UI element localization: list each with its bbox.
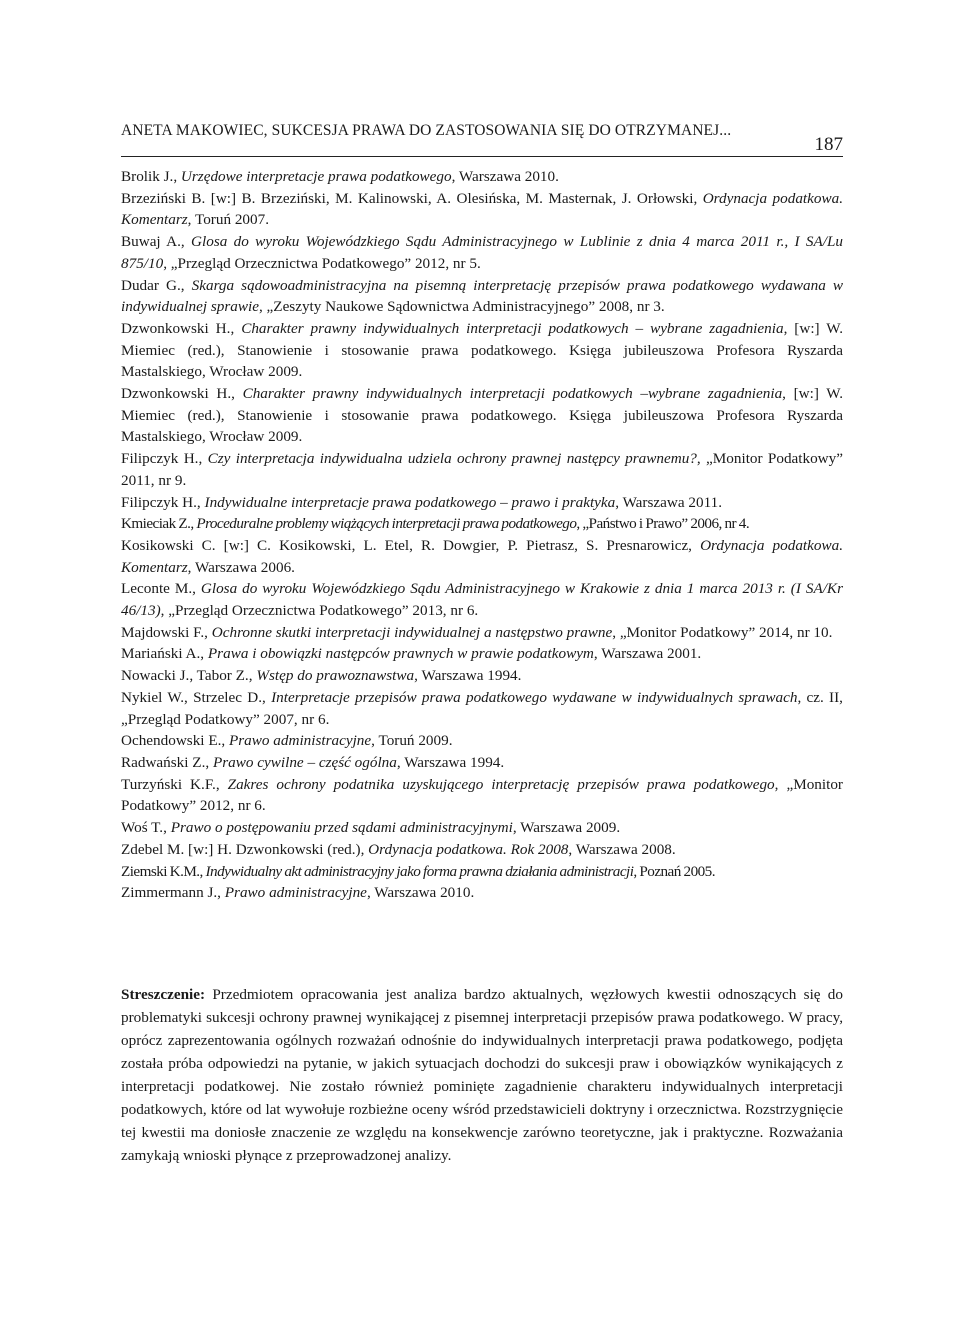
reference-rest: , „Przegląd Orzecznictwa Podatkowego” 2013, nr 6.	[160, 602, 479, 620]
reference-authors: Kmieciak Z.,	[121, 515, 197, 533]
reference-authors: Mariański A.,	[121, 645, 208, 663]
reference-title: Proceduralne problemy wiążących interpretacji prawa podatkowego	[196, 515, 577, 533]
running-header	[121, 122, 843, 157]
reference-title: Prawa i obowiązki następców prawnych w prawie podatkowym	[207, 645, 594, 663]
abstract-label: Streszczenie:	[121, 986, 206, 1003]
reference-authors: Filipczyk H.,	[121, 493, 205, 511]
reference-entry	[121, 231, 843, 274]
reference-rest: , Toruń 2007.	[187, 211, 270, 229]
reference-authors: Woś T.,	[121, 819, 171, 837]
reference-entry	[121, 882, 843, 904]
running-header-title: ANETA MAKOWIEC, SUKCESJA PRAWA DO ZASTOSOWANIA SIĘ DO OTRZYMANEJ...	[121, 122, 732, 139]
reference-title: Prawo administracyjne	[224, 884, 367, 902]
abstract	[121, 983, 843, 1167]
reference-authors: Turzyński K.F.,	[121, 775, 228, 793]
reference-rest: , Warszawa 2001.	[593, 645, 702, 663]
reference-rest: , [w:] W. Miemiec (red.), Stanowienie i stosowanie prawa podatkowego. Księga jubileuszowa Profesora Ryszarda Mastalskiego, Wrocław 2009.	[121, 385, 843, 446]
reference-entry	[121, 318, 843, 383]
reference-title: Czy interpretacja indywidualna udziela ochrony prawnej następcy prawnemu?	[207, 450, 697, 468]
reference-title: Ordynacja podatkowa. Rok 2008	[368, 840, 569, 858]
reference-rest: , „Monitor Podatkowy” 2011, nr 9.	[121, 450, 843, 489]
reference-authors: Nowacki J., Tabor Z.,	[121, 667, 257, 685]
reference-entry	[121, 687, 843, 730]
reference-authors: Buwaj A.,	[121, 233, 192, 251]
reference-title: Ordynacja podatkowa. Komentarz	[121, 189, 844, 229]
reference-rest: , „Przegląd Orzecznictwa Podatkowego” 2012, nr 5.	[163, 254, 481, 272]
reference-rest: , Warszawa 1994.	[396, 753, 505, 771]
reference-title: Urzędowe interpretacje prawa podatkowego	[180, 168, 452, 185]
reference-title: Charakter prawny indywidualnych interpretacji podatkowych –wybrane zagadnienia	[242, 385, 783, 403]
reference-rest: , Warszawa 2010.	[451, 168, 559, 185]
reference-entry	[121, 383, 843, 448]
reference-authors: Zdebel M. [w:] H. Dzwonkowski (red.),	[121, 840, 369, 858]
reference-authors: Filipczyk H.,	[121, 450, 208, 468]
reference-title: Glosa do wyroku Wojewódzkiego Sądu Administracyjnego w Krakowie z dnia 1 marca 2013 r. (I SA/Kr 46/13)	[121, 580, 843, 620]
reference-title: Prawo cywilne – część ogólna	[212, 753, 397, 771]
reference-title: Prawo o postępowaniu przed sądami administracyjnymi	[170, 819, 513, 837]
reference-authors: Kosikowski C. [w:] C. Kosikowski, L. Etel, R. Dowgier, P. Pietrasz, S. Presnarowicz,	[121, 536, 701, 554]
reference-rest: , Warszawa 2010.	[366, 884, 475, 902]
reference-entry	[121, 839, 843, 861]
reference-authors: Majdowski F.,	[121, 623, 212, 641]
reference-authors: Dudar G.,	[121, 276, 192, 294]
reference-entry	[121, 275, 843, 318]
reference-authors: Ziemski K.M.,	[121, 862, 206, 880]
reference-entry	[121, 448, 843, 491]
reference-title: Ochronne skutki interpretacji indywidualnej a następstwo prawne	[211, 623, 613, 641]
reference-entry	[121, 513, 843, 535]
reference-entry	[121, 730, 843, 752]
reference-entry	[121, 166, 843, 188]
reference-entry	[121, 578, 843, 621]
reference-title: Zakres ochrony podatnika uzyskującego interpretację przepisów prawa podatkowego	[227, 775, 775, 793]
reference-title: Glosa do wyroku Wojewódzkiego Sądu Administracyjnego w Lublinie z dnia 4 marca 2011 r., I SA/Lu 875/10	[121, 233, 843, 272]
reference-title: Indywidualne interpretacje prawa podatkowego – prawo i praktyka	[204, 493, 616, 511]
reference-rest: , „Zeszyty Naukowe Sądownictwa Administracyjnego” 2008, nr 3.	[258, 298, 665, 316]
reference-rest: , „Monitor Podatkowy” 2014, nr 10.	[612, 623, 833, 641]
reference-authors: Dzwonkowski H.,	[121, 319, 242, 337]
reference-rest: , Warszawa 2008.	[568, 840, 676, 858]
reference-title: Ordynacja podatkowa. Komentarz	[121, 536, 844, 576]
reference-list	[121, 166, 843, 904]
reference-rest: , „Państwo i Prawo” 2006, nr 4.	[576, 515, 750, 533]
reference-entry	[121, 492, 843, 514]
reference-authors: Nykiel W., Strzelec D.,	[121, 688, 272, 706]
reference-title: Charakter prawny indywidualnych interpretacji podatkowych – wybrane zagadnienia	[241, 319, 784, 337]
reference-entry	[121, 817, 843, 839]
reference-rest: , [w:] W. Miemiec (red.), Stanowienie i stosowanie prawa podatkowego. Księga jubileuszowa Profesora Ryszarda Mastalskiego, Wrocław 2009.	[121, 319, 843, 381]
reference-rest: , Toruń 2009.	[371, 732, 453, 750]
reference-entry	[121, 665, 843, 687]
reference-entry	[121, 188, 843, 231]
reference-rest: , Poznań 2005.	[633, 862, 715, 880]
reference-rest: , cz. II, „Przegląd Podatkowy” 2007, nr 6.	[121, 688, 843, 728]
reference-authors: Brzeziński B. [w:] B. Brzeziński, M. Kalinowski, A. Olesińska, M. Masternak, J. Orłowski,	[121, 189, 703, 207]
reference-rest: , Warszawa 2009.	[512, 819, 621, 837]
reference-title: Wstęp do prawoznawstwa	[256, 667, 415, 685]
reference-rest: , Warszawa 2011.	[615, 493, 722, 511]
reference-title: Indywidualny akt administracyjny jako forma prawna działania administracji	[205, 862, 634, 880]
reference-rest: , „Monitor Podatkowy” 2012, nr 6.	[121, 775, 843, 815]
reference-authors: Radwański Z.,	[121, 753, 213, 771]
reference-title: Skarga sądowoadministracyjna na pisemną interpretację przepisów prawa podatkowego wydawana w indywidualnej sprawie	[121, 276, 843, 316]
reference-entry	[121, 535, 843, 578]
reference-entry	[121, 622, 843, 644]
reference-authors: Dzwonkowski H.,	[121, 385, 243, 403]
reference-rest: , Warszawa 2006.	[187, 558, 295, 576]
reference-authors: Brolik J.,	[121, 168, 181, 185]
reference-title: Prawo administracyjne	[228, 732, 372, 750]
page-number: 187	[814, 134, 843, 155]
reference-authors: Ochendowski E.,	[121, 732, 229, 750]
reference-entry	[121, 774, 843, 817]
reference-entry	[121, 643, 843, 665]
reference-entry	[121, 861, 843, 883]
reference-entry	[121, 752, 843, 774]
reference-title: Interpretacje przepisów prawa podatkowego wydawane w indywidualnych sprawach	[271, 688, 798, 706]
reference-rest: , Warszawa 1994.	[414, 667, 522, 685]
abstract-text: Przedmiotem opracowania jest analiza bardzo aktualnych, węzłowych kwestii odnoszących się do problematyki sukcesji ochrony prawnej wynikającej z pisemnej interpretacji przepisów prawa podatkowego. W pracy, oprócz zaprezentowania ogólnych rozważań odnośnie do indywidualnych interpretacji prawa podatkowego, podjęta została próba odpowiedzi na pytanie, w jakich sytuacjach dochodzi do sukcesji praw i obowiązków wynikających z interpretacji podatkowej. Nie zostało również pominięte zagadnienie charakteru indywidualnych interpretacji podatkowych, które od lat wywołuje rozbieżne oceny wśród przedstawicieli doktryny i orzecznictwa. Rozstrzygnięcie tej kwestii ma doniosłe znaczenie ze względu na konsekwencje zarówno teoretyczne, jak i praktyczne. Rozważania zamykają wnioski płynące z przeprowadzonej analizy.	[121, 986, 843, 1164]
reference-authors: Zimmermann J.,	[121, 884, 225, 902]
reference-authors: Leconte M.,	[121, 580, 201, 598]
